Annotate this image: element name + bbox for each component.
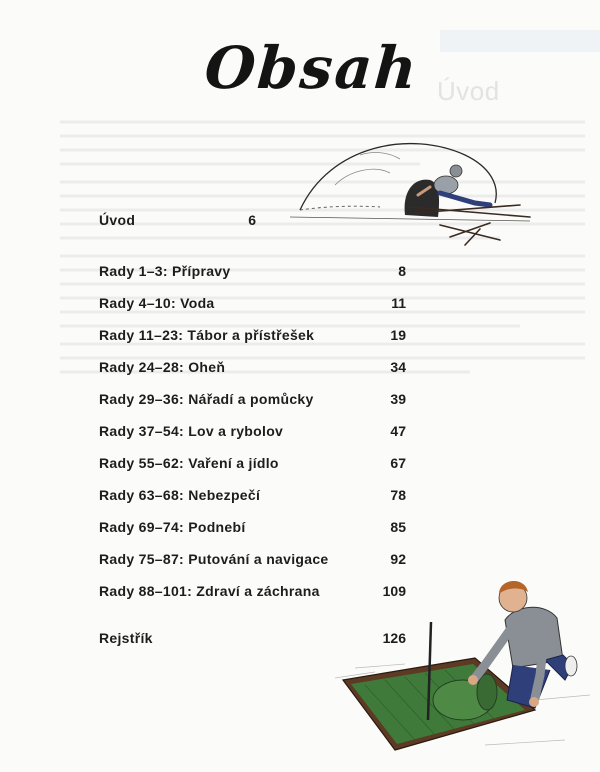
toc-item-voda[interactable] [0, 295, 600, 319]
page-title: Obsah [202, 34, 421, 102]
toc-item-label: Úvod [99, 212, 136, 228]
toc-item-page: 85 [390, 519, 406, 535]
toc-item-ohen[interactable] [0, 359, 600, 383]
toc-item-page: 6 [248, 212, 256, 228]
toc-item-label: Rady 55–62: Vaření a jídlo [99, 455, 279, 471]
toc-item-label: Rady 1–3: Přípravy [99, 263, 231, 279]
toc-item-page: 109 [382, 583, 406, 599]
toc-item-page: 92 [390, 551, 406, 567]
toc-item-naradi[interactable] [0, 391, 600, 415]
toc-item-vareni[interactable] [0, 455, 600, 479]
toc-item-label: Rady 69–74: Podnebí [99, 519, 246, 535]
back-page-heading: Úvod [437, 76, 500, 106]
toc-item-uvod[interactable] [0, 212, 600, 236]
toc-item-page: 34 [390, 359, 406, 375]
toc-item-label: Rady 75–87: Putování a navigace [99, 551, 329, 567]
toc-item-label: Rady 24–28: Oheň [99, 359, 226, 375]
toc-item-label: Rejstřík [99, 630, 153, 646]
toc-item-page: 78 [390, 487, 406, 503]
toc-item-page: 19 [390, 327, 406, 343]
toc-item-label: Rady 11–23: Tábor a přístřešek [99, 327, 315, 343]
boy-with-turf-roll-illustration [335, 560, 597, 770]
toc-item-tabor[interactable] [0, 327, 600, 351]
toc-item-lov[interactable] [0, 423, 600, 447]
toc-item-podnebi[interactable] [0, 519, 600, 543]
toc-item-pripravy[interactable] [0, 263, 600, 287]
toc-item-label: Rady 4–10: Voda [99, 295, 215, 311]
toc-item-label: Rady 29–36: Nářadí a pomůcky [99, 391, 314, 407]
toc-item-label: Rady 37–54: Lov a rybolov [99, 423, 284, 439]
toc-item-page: 8 [398, 263, 406, 279]
toc-item-label: Rady 63–68: Nebezpečí [99, 487, 261, 503]
toc-item-nebezpeci[interactable] [0, 487, 600, 511]
toc-item-page: 47 [390, 423, 406, 439]
toc-item-page: 126 [382, 630, 406, 646]
toc-item-page: 11 [391, 295, 406, 311]
toc-item-page: 67 [390, 455, 406, 471]
toc-item-page: 39 [390, 391, 406, 407]
toc-item-label: Rady 88–101: Zdraví a záchrana [99, 583, 320, 599]
